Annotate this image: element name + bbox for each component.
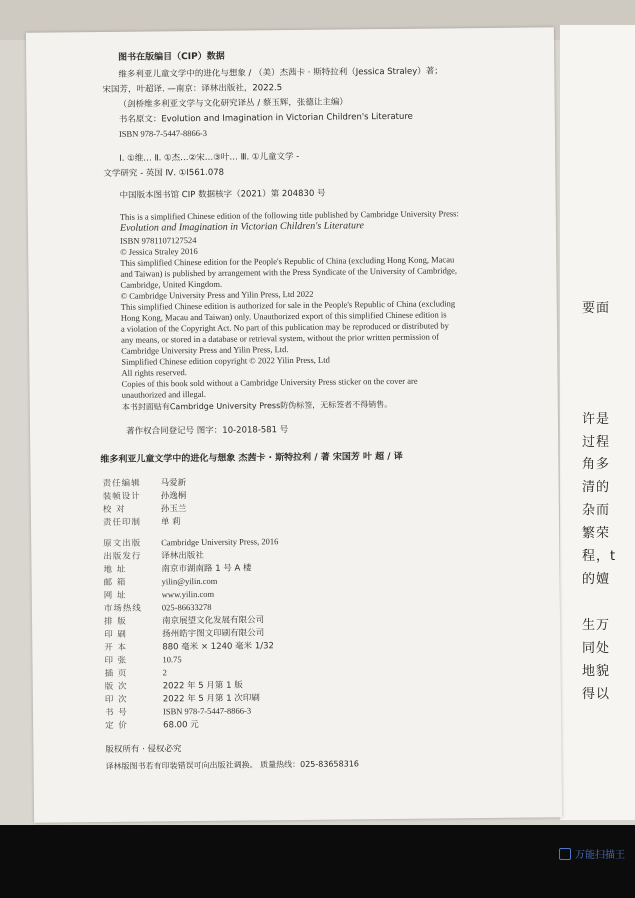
scan-bottom-edge <box>0 825 635 898</box>
staff-value: 孙逸桐 <box>160 491 187 502</box>
english-line: © Jessica Straley 2016 <box>120 245 198 257</box>
facing-page <box>560 25 635 820</box>
staff-label: 责任印制 <box>102 517 142 529</box>
staff-row <box>103 515 181 528</box>
cip-isbn: ISBN 978-7-5447-8866-3 <box>118 127 208 139</box>
detail-label: 开 本 <box>104 642 128 653</box>
english-line: © Cambridge University Press and Yilin Press, Ltd 2022 <box>120 288 314 301</box>
facing-page-fragment: 同处 <box>582 641 611 656</box>
staff-value: 单 莉 <box>160 517 181 528</box>
scanner-logo-icon <box>559 848 571 860</box>
cip-classification: Ⅰ. ①维… Ⅱ. ①杰…②宋…③叶… Ⅲ. ①儿童文学 - <box>119 151 300 164</box>
scanner-watermark <box>559 846 625 861</box>
facing-page-fragment: 清的 <box>582 480 611 495</box>
english-book-title: Evolution and Imagination in Victorian Children's Literature <box>119 220 364 234</box>
book-title-line: 维多利亚儿童文学中的进化与想象 杰茜卡 · 斯特拉利 / 著 宋国芳 叶 超 / 译 <box>100 451 403 466</box>
english-line: any means, or stored in a database or retrieval system, without the prior written permission of <box>121 331 440 345</box>
detail-row <box>104 639 274 653</box>
detail-value: 译林出版社 <box>161 550 204 562</box>
english-line: ISBN 9781107127524 <box>120 235 197 246</box>
detail-label: 印 刷 <box>104 629 127 640</box>
rights-notice: 版权所有 · 侵权必究 <box>105 744 182 755</box>
detail-value: ISBN 978-7-5447-8866-3 <box>162 705 252 717</box>
detail-label: 原文出版 <box>103 538 142 550</box>
facing-page-fragment: 过程 <box>582 435 611 450</box>
english-line: Simplified Chinese edition copyright © 2022 Yilin Press, Ltd <box>121 354 330 367</box>
copyright-page <box>26 27 562 822</box>
detail-label: 网 址 <box>103 590 127 602</box>
cip-line: （剑桥维多利亚文学与文化研究译丛 / 蔡玉辉，张德让主编） <box>118 97 348 110</box>
staff-row <box>103 502 187 515</box>
cip-heading: 图书在版编目（CIP）数据 <box>118 51 225 63</box>
staff-label: 校 对 <box>102 504 126 516</box>
detail-label: 邮 箱 <box>103 577 127 589</box>
staff-value: 马爱新 <box>160 478 187 489</box>
facing-page-fragment: 得以 <box>582 687 611 702</box>
detail-label: 版 次 <box>104 681 128 692</box>
cip-line: 维多利亚儿童文学中的进化与想象 / （美）杰茜卡 · 斯特拉利（Jessica Straley）著； <box>118 66 443 80</box>
english-line: Cambridge, United Kingdom. <box>120 278 223 290</box>
facing-page-fragment: 杂而 <box>582 503 611 518</box>
staff-list <box>102 474 403 529</box>
staff-label: 责任编辑 <box>102 478 141 490</box>
detail-row <box>104 613 264 627</box>
facing-page-fragment: 角多 <box>582 457 611 472</box>
detail-label: 市场热线 <box>103 603 142 615</box>
staff-row <box>103 489 187 502</box>
detail-row <box>104 653 181 666</box>
detail-row <box>103 535 278 549</box>
facing-page-fragment: 许是 <box>582 412 611 427</box>
detail-value: 南京展望文化发展有限公司 <box>161 615 265 627</box>
detail-row <box>105 679 243 692</box>
detail-row <box>103 549 204 562</box>
detail-value: 扬州皓宇图文印刷有限公司 <box>162 628 265 640</box>
detail-value: 2 <box>162 667 167 678</box>
detail-value: yilin@yilin.com <box>161 575 218 587</box>
copyright-registration: 著作权合同登记号 图字：10-2018-581 号 <box>126 425 289 437</box>
detail-value: 2022 年 5 月第 1 次印刷 <box>162 693 260 705</box>
facing-page-fragment: 地貌 <box>582 664 611 679</box>
facing-page-fragment: 要面 <box>582 301 611 316</box>
english-line: This is a simplified Chinese edition of the following title published by Cambridge University Press: <box>119 208 459 222</box>
cip-line: 书名原文：Evolution and Imagination in Victorian Children's Literature <box>118 111 413 125</box>
facing-page-fragment: 程，t <box>582 549 617 564</box>
detail-label: 出版发行 <box>103 551 142 563</box>
detail-value: 68.00 元 <box>163 720 199 731</box>
detail-label: 书 号 <box>104 707 128 718</box>
detail-row <box>105 704 251 718</box>
detail-label: 印 次 <box>104 694 128 705</box>
detail-value: 880 毫米 × 1240 毫米 1/32 <box>162 641 274 653</box>
detail-value: Cambridge University Press, 2016 <box>161 536 279 548</box>
english-line: unauthorized and illegal. <box>121 388 206 400</box>
staff-label: 装帧设计 <box>102 491 141 503</box>
sticker-note: 本书封面贴有Cambridge University Press防伪标签，无标签者不得销售。 <box>121 399 393 412</box>
detail-value: 2022 年 5 月第 1 版 <box>162 680 243 692</box>
detail-row <box>104 626 264 640</box>
detail-row <box>104 575 218 588</box>
cip-line: 宋国芳，叶超译. —南京：译林出版社，2022.5 <box>102 83 283 95</box>
detail-label: 地 址 <box>103 564 127 576</box>
detail-value: 10.75 <box>162 654 182 665</box>
detail-row <box>104 588 214 601</box>
quality-note: 译林版图书若有印装错误可向出版社调换。 质量热线：025-83658316 <box>105 759 360 771</box>
cip-core-data: 中国版本图书馆 CIP 数据核字（2021）第 204830 号 <box>119 188 326 201</box>
cip-classification: 文学研究 - 英国 Ⅳ. ①I561.078 <box>103 167 225 179</box>
english-line: Copies of this book sold without a Cambridge University Press sticker on the cover are <box>121 375 418 389</box>
detail-row <box>103 561 251 575</box>
english-line: Cambridge University Press and Yilin Press, Ltd. <box>121 344 289 356</box>
detail-label: 定 价 <box>105 720 128 731</box>
staff-value: 孙玉兰 <box>160 504 187 515</box>
watermark-text: 万能扫描王 <box>575 850 625 861</box>
detail-row <box>105 718 199 731</box>
english-line: a violation of the Copyright Act. No part of this publication may be reproduced or distributed by <box>120 320 449 334</box>
english-line: Hong Kong, Macau and Taiwan) only. Unauthorized export of this simplified Chinese edition is <box>120 309 447 323</box>
publication-details <box>103 534 423 731</box>
detail-value: 025-86633278 <box>161 601 212 613</box>
english-line: This simplified Chinese edition for the People's Republic of China (excluding Hong Kong, Macau <box>120 254 455 268</box>
detail-value: www.yilin.com <box>161 588 215 600</box>
english-line: All rights reserved. <box>121 367 187 378</box>
detail-row <box>105 691 260 705</box>
detail-row <box>104 601 212 614</box>
english-line: and Taiwan) is published by arrangement with the Press Syndicate of the University of Cambridge, <box>120 265 458 279</box>
facing-page-fragment: 的嬗 <box>582 572 611 587</box>
detail-label: 插 页 <box>104 668 128 679</box>
detail-row <box>105 666 167 679</box>
facing-page-fragment: 生万 <box>582 618 611 633</box>
detail-label: 排 版 <box>104 616 127 627</box>
facing-page-fragment: 繁荣 <box>582 526 611 541</box>
staff-row <box>103 476 187 489</box>
english-line: This simplified Chinese edition is authorized for sale in the People's Republic of China (excluding <box>120 298 456 312</box>
detail-label: 印 张 <box>104 655 128 666</box>
detail-value: 南京市湖南路 1 号 A 楼 <box>161 563 252 575</box>
